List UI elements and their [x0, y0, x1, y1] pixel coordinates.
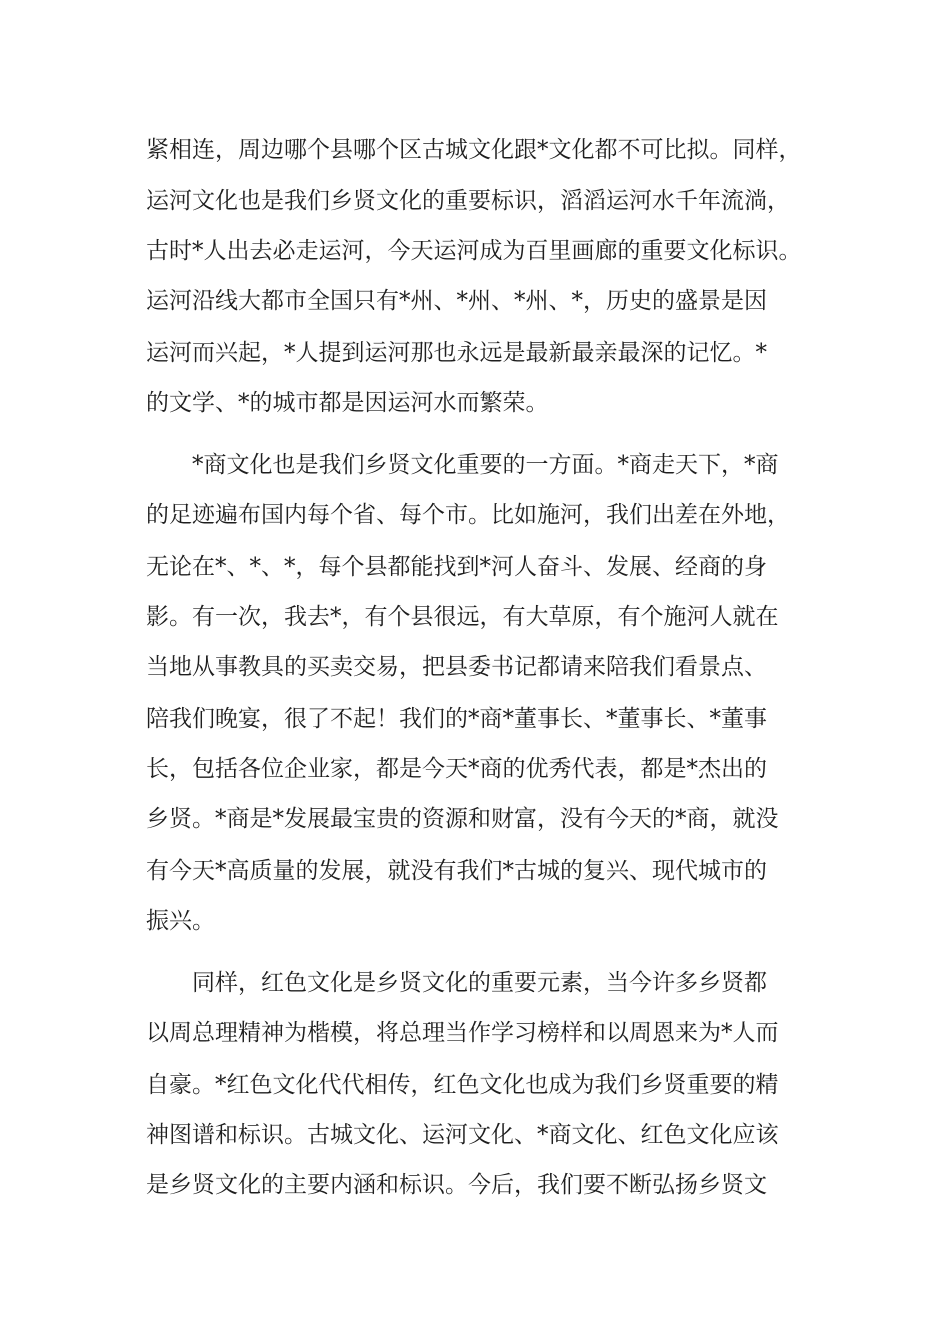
text-line: 当地从事教具的买卖交易，把县委书记都请来陪我们看景点、 [146, 654, 767, 680]
text-line: 同样，红色文化是乡贤文化的重要元素，当今许多乡贤都 [192, 970, 767, 996]
text-line: 古时*人出去必走运河，今天运河成为百里画廊的重要文化标识。 [146, 238, 802, 264]
text-line: 神图谱和标识。古城文化、运河文化、*商文化、红色文化应该 [146, 1122, 779, 1148]
text-line: 是乡贤文化的主要内涵和标识。今后，我们要不断弘扬乡贤文 [146, 1172, 767, 1198]
text-line: *商文化也是我们乡贤文化重要的一方面。*商走天下，*商 [192, 452, 779, 478]
text-line: 运河而兴起，*人提到运河那也永远是最新最亲最深的记忆。* [146, 340, 767, 366]
text-line: 自豪。*红色文化代代相传，红色文化也成为我们乡贤重要的精 [146, 1072, 779, 1098]
text-line: 的足迹遍布国内每个省、每个市。比如施河，我们出差在外地， [146, 502, 790, 528]
text-line: 乡贤。*商是*发展最宝贵的资源和财富，没有今天的*商，就没 [146, 806, 779, 832]
text-line: 无论在*、*、*，每个县都能找到*河人奋斗、发展、经商的身 [146, 554, 767, 580]
text-line: 运河文化也是我们乡贤文化的重要标识，滔滔运河水千年流淌， [146, 188, 790, 214]
text-line: 的文学、*的城市都是因运河水而繁荣。 [146, 390, 549, 416]
text-line: 影。有一次，我去*，有个县很远，有大草原，有个施河人就在 [146, 604, 779, 630]
text-line: 运河沿线大都市全国只有*州、*州、*州、*，历史的盛景是因 [146, 288, 767, 314]
text-line: 陪我们晚宴，很了不起！我们的*商*董事长、*董事长、*董事 [146, 706, 767, 732]
text-line: 振兴。 [146, 908, 215, 934]
text-line: 长，包括各位企业家，都是今天*商的优秀代表，都是*杰出的 [146, 756, 767, 782]
text-line: 有今天*高质量的发展，就没有我们*古城的复兴、现代城市的 [146, 858, 767, 884]
text-line: 以周总理精神为楷模，将总理当作学习榜样和以周恩来为*人而 [146, 1020, 779, 1046]
text-line: 紧相连，周边哪个县哪个区古城文化跟*文化都不可比拟。同样， [146, 137, 802, 163]
